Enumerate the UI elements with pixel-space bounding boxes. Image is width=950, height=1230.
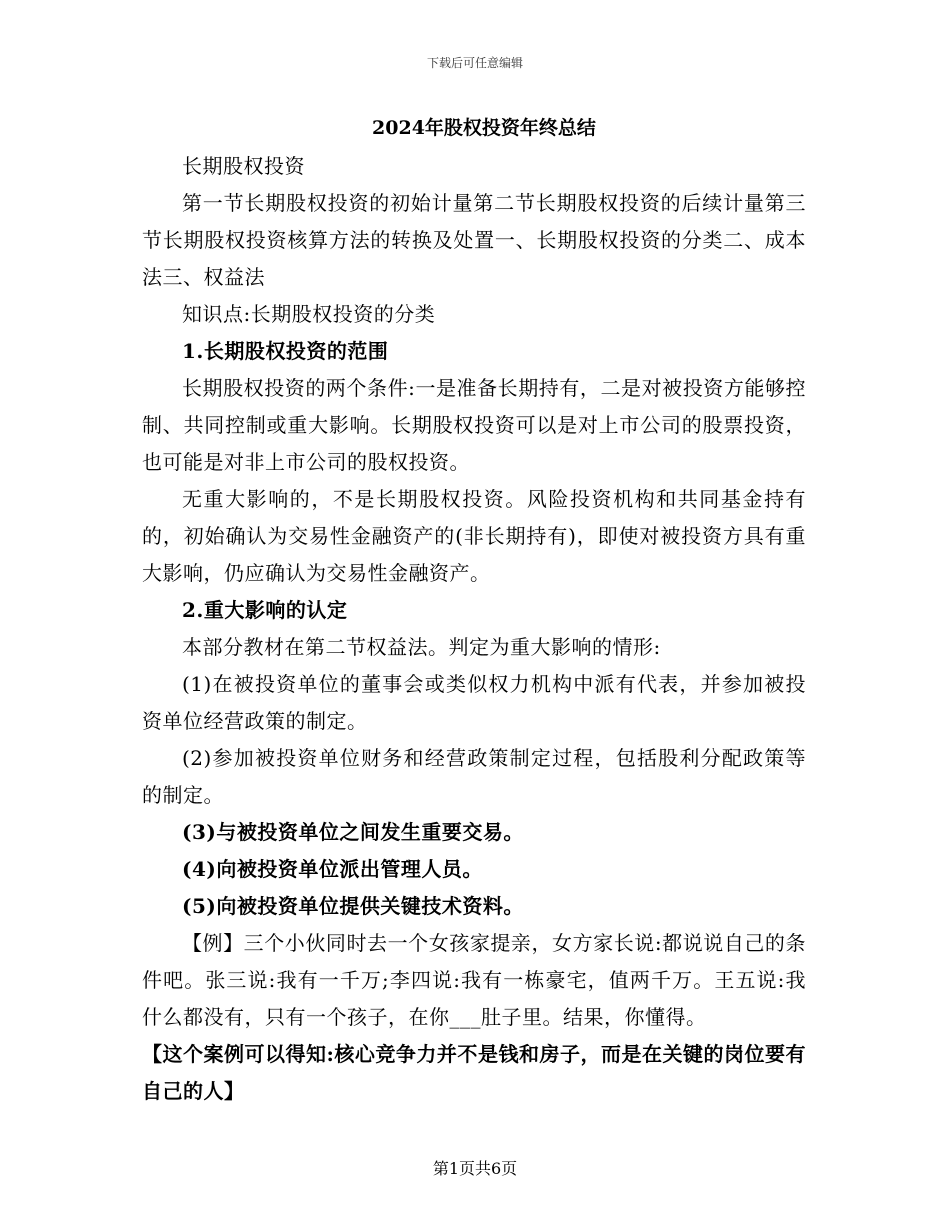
paragraph: 1.长期股权投资的范围	[182, 339, 389, 363]
header-note: 下载后可任意编辑	[426, 56, 523, 70]
paragraph-list	[142, 148, 806, 1110]
paragraph: (3)与被投资单位之间发生重要交易。	[182, 820, 524, 844]
page-footer: 第1页共6页	[432, 1159, 518, 1178]
paragraph: 长期股权投资	[182, 154, 305, 178]
paragraph: 【这个案例可以得知:核心竞争力并不是钱和房子，而是在关键的岗位要有自己的人】	[142, 1042, 806, 1103]
paragraph: 长期股权投资的两个条件:一是准备长期持有，二是对被投资方能够控制、共同控制或重大影响。长期股权投资可以是对上市公司的股票投资，也可能是对非上市公司的股权投资。	[142, 376, 806, 474]
paragraph: (2)参加被投资单位财务和经营政策制定过程，包括股利分配政策等的制定。	[142, 746, 806, 807]
document-title: 2024年股权投资年终总结	[372, 117, 596, 139]
document-body	[142, 112, 806, 1110]
paragraph: (4)向被投资单位派出管理人员。	[182, 857, 483, 881]
paragraph: 无重大影响的，不是长期股权投资。风险投资机构和共同基金持有的，初始确认为交易性金融资产的(非长期持有)，即使对被投资方具有重大影响，仍应确认为交易性金融资产。	[142, 487, 806, 585]
paragraph: (5)向被投资单位提供关键技术资料。	[182, 894, 524, 918]
paragraph: (1)在被投资单位的董事会或类似权力机构中派有代表，并参加被投资单位经营政策的制定。	[142, 672, 806, 733]
paragraph: 本部分教材在第二节权益法。判定为重大影响的情形:	[182, 635, 661, 659]
paragraph: 第一节长期股权投资的初始计量第二节长期股权投资的后续计量第三节长期股权投资核算方法的转换及处置一、长期股权投资的分类二、成本法三、权益法	[142, 191, 806, 289]
paragraph: 知识点:长期股权投资的分类	[182, 302, 436, 326]
paragraph: 【例】三个小伙同时去一个女孩家提亲，女方家长说:都说说自己的条件吧。张三说:我有一千万;李四说:我有一栋豪宅，值两千万。王五说:我什么都没有，只有一个孩子，在你___肚子里。结果，你懂得。	[142, 931, 806, 1029]
paragraph: 2.重大影响的认定	[182, 598, 348, 622]
